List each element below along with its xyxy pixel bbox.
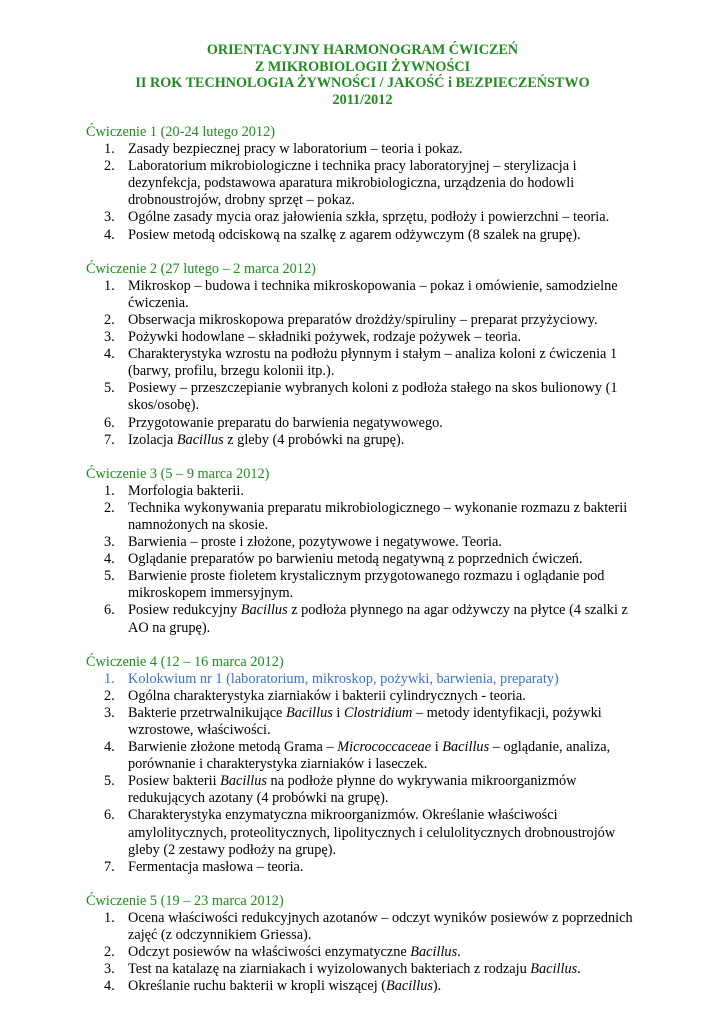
- task-text: Test na katalazę na ziarniakach i wyizolowanych bakteriach z rodzaju: [128, 961, 531, 978]
- task-number: 4.: [104, 551, 115, 568]
- task-text: .: [457, 944, 461, 961]
- task-number: 1.: [104, 482, 115, 499]
- exercise-section: [86, 654, 646, 876]
- exercise-task-list: [86, 278, 646, 449]
- task-number: 4.: [104, 978, 115, 995]
- task-number: 4.: [104, 739, 115, 756]
- task-text: Odczyt posiewów na właściwości enzymatyczne: [128, 944, 411, 961]
- task-text: Kolokwium nr 1 (laboratorium, mikroskop, pożywki, barwienia, preparaty): [128, 670, 559, 687]
- task-text: Barwienie proste fioletem krystalicznym przygotowanego rozmazu i oglądanie pod mikroskopem immersyjnym.: [128, 568, 605, 602]
- task-text: .: [577, 961, 581, 978]
- task-item: [86, 859, 646, 876]
- task-item: [86, 671, 646, 688]
- exercise-task-list: [86, 910, 646, 995]
- task-item: [86, 910, 646, 944]
- task-item: [86, 807, 646, 858]
- task-number: 6.: [104, 602, 115, 619]
- task-text: Izolacja: [128, 431, 177, 448]
- task-text: ).: [432, 978, 442, 995]
- task-number: 2.: [104, 944, 115, 961]
- task-number: 5.: [104, 568, 115, 585]
- task-item: [86, 278, 646, 312]
- task-text: Obserwacja mikroskopowa preparatów drożdży/spiruliny – preparat przyżyciowy.: [128, 311, 598, 328]
- task-item: [86, 534, 646, 551]
- task-item: [86, 568, 646, 602]
- task-text: Barwienie złożone metodą Grama –: [128, 739, 338, 756]
- task-text: Bakterie przetrwalnikujące: [128, 704, 286, 721]
- species-name: Bacillus: [442, 739, 490, 756]
- task-text: Posiew metodą odciskową na szalkę z agarem odżywczym (8 szalek na grupę).: [128, 226, 581, 243]
- exercise-section: [86, 261, 646, 449]
- species-name: Bacillus: [176, 431, 224, 448]
- task-text: Ocena właściwości redukcyjnych azotanów – odczyt wyników posiewów z poprzednich zajęć (z odczynnikiem Griessa).: [128, 909, 633, 944]
- task-item: [86, 961, 646, 978]
- task-item: [86, 329, 646, 346]
- task-item: [86, 739, 646, 773]
- task-item: [86, 551, 646, 568]
- task-item: [86, 500, 646, 534]
- species-name: Bacillus: [530, 961, 578, 978]
- task-item: [86, 773, 646, 807]
- task-number: 4.: [104, 226, 115, 243]
- task-item: [86, 432, 646, 449]
- task-number: 1.: [104, 670, 115, 687]
- task-text: Zasady bezpiecznej pracy w laboratorium – teoria i pokaz.: [128, 141, 463, 158]
- task-number: 2.: [104, 158, 115, 175]
- task-number: 7.: [104, 858, 115, 875]
- task-text: Posiew redukcyjny: [128, 602, 241, 619]
- task-text: i: [431, 739, 443, 756]
- exercise-title: Ćwiczenie 4 (12 – 16 marca 2012): [86, 653, 284, 670]
- task-item: [86, 141, 646, 158]
- species-name: Clostridium: [343, 704, 413, 721]
- exercise-section: [86, 124, 646, 244]
- task-text: Barwienia – proste i złożone, pozytywowe i negatywowe. Teoria.: [128, 534, 502, 551]
- task-item: [86, 705, 646, 739]
- task-text: i: [332, 704, 344, 721]
- task-item: [86, 209, 646, 226]
- task-number: 4.: [104, 346, 115, 363]
- task-number: 7.: [104, 431, 115, 448]
- task-text: Technika wykonywania preparatu mikrobiologicznego – wykonanie rozmazu z bakterii namnożonych na skosie.: [128, 499, 628, 533]
- task-text: Określanie ruchu bakterii w kropli wiszącej (: [128, 978, 387, 995]
- task-number: 2.: [104, 499, 115, 516]
- task-text: Laboratorium mikrobiologiczne i technika pracy laboratoryjnej – sterylizacja i dezynfekcja, podstawowa aparatura mikrobiologiczna, urządzenia do hodowli drobnoustrojów, drobny sprzęt – pokaz.: [128, 158, 577, 209]
- task-number: 5.: [104, 773, 115, 790]
- task-item: [86, 346, 646, 380]
- task-text: Przygotowanie preparatu do barwienia negatywowego.: [128, 414, 443, 431]
- task-text: Pożywki hodowlane – składniki pożywek, rodzaje pożywek – teoria.: [128, 329, 522, 346]
- task-number: 2.: [104, 311, 115, 328]
- header-academic-year: 2011/2012: [332, 91, 393, 108]
- document-header: [0, 42, 725, 108]
- task-text: – oglądanie, analiza, porównanie i charakterystyka ziarniaków i laseczek.: [128, 739, 611, 773]
- task-text: Charakterystyka enzymatyczna mikroorganizmów. Określanie właściwości amylolitycznych, proteolitycznych, lipolitycznych i celulolitycznych drobnoustrojów gleby (2 zestawy podłoży na grupę).: [128, 807, 616, 858]
- exercise-section: [86, 466, 646, 637]
- exercise-section: [86, 893, 646, 996]
- task-number: 3.: [104, 329, 115, 346]
- task-number: 1.: [104, 909, 115, 926]
- species-name: Micrococcaceae: [337, 739, 432, 756]
- task-text: Oglądanie preparatów po barwieniu metodą negatywną z poprzednich ćwiczeń.: [128, 551, 583, 568]
- task-number: 1.: [104, 277, 115, 294]
- exercise-title: Ćwiczenie 1 (20-24 lutego 2012): [86, 124, 275, 140]
- task-number: 3.: [104, 704, 115, 721]
- exercise-task-list: [86, 141, 646, 244]
- task-number: 5.: [104, 380, 115, 397]
- header-title-line-2: Z MIKROBIOLOGII ŻYWNOŚCI: [254, 58, 471, 75]
- task-item: [86, 380, 646, 414]
- exercise-task-list: [86, 671, 646, 876]
- task-number: 1.: [104, 141, 115, 158]
- task-item: [86, 978, 646, 995]
- task-text: z gleby (4 probówki na grupę).: [223, 431, 405, 448]
- task-number: 2.: [104, 687, 115, 704]
- species-name: Bacillus: [386, 978, 433, 995]
- species-name: Bacillus: [410, 944, 458, 961]
- exercise-title: Ćwiczenie 5 (19 – 23 marca 2012): [86, 892, 284, 909]
- task-number: 3.: [104, 961, 115, 978]
- exercise-title: Ćwiczenie 3 (5 – 9 marca 2012): [86, 465, 270, 482]
- task-text: Ogólna charakterystyka ziarniaków i bakterii cylindrycznych - teoria.: [128, 687, 526, 704]
- task-text: Fermentacja masłowa – teoria.: [128, 858, 304, 875]
- task-number: 6.: [104, 807, 115, 824]
- task-number: 6.: [104, 414, 115, 431]
- task-item: [86, 312, 646, 329]
- task-item: [86, 944, 646, 961]
- task-item: [86, 602, 646, 636]
- task-text: Posiewy – przeszczepianie wybranych koloni z podłoża stałego na skos bulionowy (1 skos/osobę).: [128, 380, 618, 414]
- task-item: [86, 158, 646, 209]
- task-text: na podłoże płynne do wykrywania mikroorganizmów redukujących azotany (4 probówki na grupę).: [128, 773, 577, 807]
- task-text: Ogólne zasady mycia oraz jałowienia szkła, sprzętu, podłoży i powierzchni – teoria.: [128, 209, 610, 226]
- task-text: Charakterystyka wzrostu na podłożu płynnym i stałym – analiza koloni z ćwiczenia 1 (barwy, profilu, brzegu kolonii itp.).: [128, 346, 618, 380]
- schedule-content: [86, 124, 646, 1012]
- exercise-task-list: [86, 483, 646, 637]
- task-item: [86, 415, 646, 432]
- task-text: z podłoża płynnego na agar odżywczy na płytce (4 szalki z AO na grupę).: [128, 602, 628, 636]
- task-number: 3.: [104, 534, 115, 551]
- task-item: [86, 227, 646, 244]
- task-item: [86, 483, 646, 500]
- species-name: Bacillus: [240, 602, 288, 619]
- task-text: Posiew bakterii: [128, 773, 221, 790]
- header-title-line-3: II ROK TECHNOLOGIA ŻYWNOŚCI / JAKOŚĆ i BEZPIECZEŃSTWO: [135, 75, 590, 91]
- task-text: – metody identyfikacji, pożywki wzrostowe, właściwości.: [128, 704, 602, 738]
- species-name: Bacillus: [285, 704, 333, 721]
- task-text: Mikroskop – budowa i technika mikroskopowania – pokaz i omówienie, samodzielne ćwiczenia.: [128, 277, 618, 311]
- task-number: 3.: [104, 209, 115, 226]
- task-item: [86, 688, 646, 705]
- task-text: Morfologia bakterii.: [128, 482, 244, 499]
- exercise-title: Ćwiczenie 2 (27 lutego – 2 marca 2012): [86, 260, 316, 277]
- species-name: Bacillus: [220, 773, 267, 790]
- header-title-line-1: ORIENTACYJNY HARMONOGRAM ĆWICZEŃ: [206, 42, 519, 58]
